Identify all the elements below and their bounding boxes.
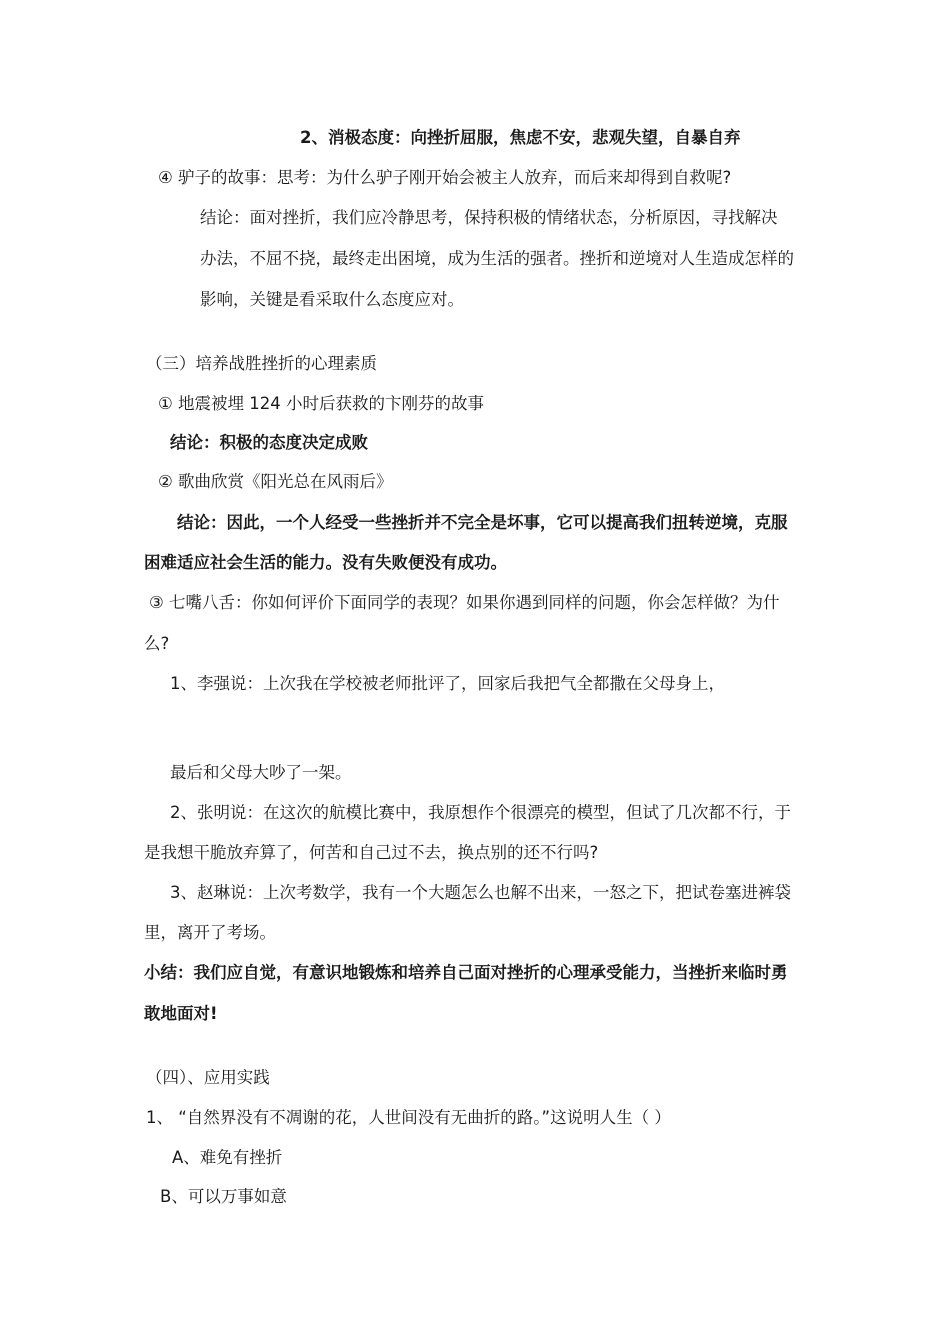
option-b: B、可以万事如意: [160, 1187, 287, 1206]
conclusion-line-3: 影响，关键是看采取什么态度应对。: [200, 290, 464, 309]
li-qiang-line-1: 1、李强说：上次我在学校被老师批评了，回家后我把气全都撒在父母身上，: [170, 674, 725, 693]
section-three-heading: （三）培养战胜挫折的心理素质: [146, 354, 377, 373]
li-qiang-line-2: 最后和父母大吵了一架。: [170, 763, 352, 782]
section-four-heading: （四）、应用实践: [146, 1068, 270, 1087]
option-a: A、难免有挫折: [172, 1148, 283, 1167]
question-1: 1、 “自然界没有不凋谢的花，人世间没有无曲折的路。”这说明人生（ ）: [146, 1108, 671, 1127]
conclusion-line-1: 结论：面对挫折，我们应冷静思考，保持积极的情绪状态，分析原因，寻找解决: [200, 208, 778, 227]
donkey-story-question: ④ 驴子的故事：思考：为什么驴子刚开始会被主人放弃，而后来却得到自救呢?: [158, 168, 732, 187]
summary-line-1: 小结：我们应自觉，有意识地锻炼和培养自己面对挫折的心理承受能力，当挫折来临时勇: [144, 963, 788, 982]
zhao-lin-line-2: 里，离开了考场。: [144, 923, 276, 942]
earthquake-story-item: ① 地震被埋 124 小时后获救的卞刚芬的故事: [158, 394, 485, 413]
zhao-lin-line-1: 3、赵琳说：上次考数学，我有一个大题怎么也解不出来，一怒之下，把试卷塞进裤袋: [170, 883, 791, 902]
attitude-conclusion: 结论：积极的态度决定成败: [170, 433, 368, 452]
conclusion-line-2: 办法，不屈不挠，最终走出困境，成为生活的强者。挫折和逆境对人生造成怎样的: [200, 249, 794, 268]
negative-attitude-line: 2、消极态度：向挫折屈服，焦虑不安，悲观失望，自暴自弃: [300, 128, 741, 147]
discussion-item-line-1: ③ 七嘴八舌：你如何评价下面同学的表现？如果你遇到同样的问题，你会怎样做？为什: [149, 593, 780, 612]
song-conclusion-line-1: 结论：因此，一个人经受一些挫折并不完全是坏事，它可以提高我们扭转逆境，克服: [177, 513, 788, 532]
summary-line-2: 敢地面对!: [144, 1004, 218, 1023]
zhang-ming-line-2: 是我想干脆放弃算了，何苦和自己过不去，换点别的还不行吗?: [144, 843, 599, 862]
discussion-item-line-2: 么?: [144, 634, 170, 653]
zhang-ming-line-1: 2、张明说：在这次的航模比赛中，我原想作个很漂亮的模型，但试了几次都不行，于: [170, 803, 791, 822]
song-item: ② 歌曲欣赏《阳光总在风雨后》: [158, 472, 393, 491]
song-conclusion-line-2: 困难适应社会生活的能力。没有失败便没有成功。: [144, 553, 507, 572]
